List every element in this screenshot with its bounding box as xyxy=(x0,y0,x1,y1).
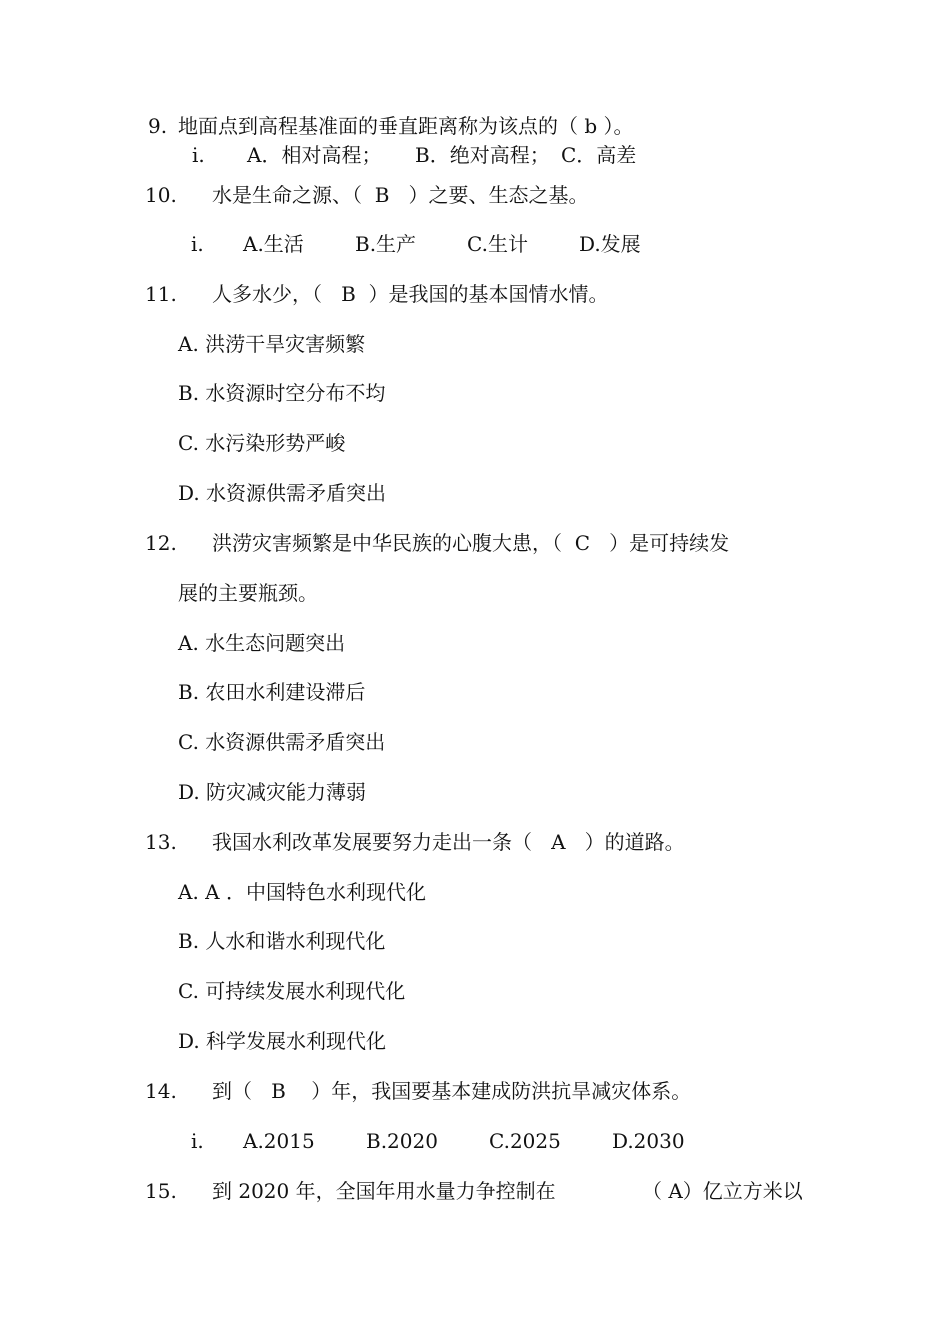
q10-number: 10. xyxy=(145,183,177,207)
q9-stem: 地面点到高程基准面的垂直距离称为该点的（ b ）。 xyxy=(178,114,634,138)
q10-option-d: D.发展 xyxy=(579,232,641,256)
q11-option-b: B. 水资源时空分布不均 xyxy=(178,381,386,405)
q10-option-a: A.生活 xyxy=(243,232,304,256)
q9-option-a: A．相对高程； xyxy=(247,143,382,167)
q14-option-a: A.2015 xyxy=(243,1129,315,1153)
q14-roman-marker: i. xyxy=(191,1129,204,1153)
q11-option-a: A. 洪涝干旱灾害频繁 xyxy=(178,332,366,356)
q12-stem: 洪涝灾害频繁是中华民族的心腹大患，（ C ）是可持续发 xyxy=(212,531,730,555)
q13-option-d: D. 科学发展水利现代化 xyxy=(178,1029,387,1053)
q12-number: 12. xyxy=(145,531,177,555)
q12-option-d: D. 防灾减灾能力薄弱 xyxy=(178,780,367,804)
q10-stem: 水是生命之源、（ B ）之要、生态之基。 xyxy=(212,183,589,207)
q9-option-b: B．绝对高程； xyxy=(415,143,550,167)
q13-option-c: C. 可持续发展水利现代化 xyxy=(178,979,406,1003)
q11-number: 11. xyxy=(145,282,177,306)
q9-number: 9. xyxy=(148,114,168,138)
q11-option-d: D. 水资源供需矛盾突出 xyxy=(178,481,387,505)
q15-stem-tail: （ A）亿立方米以 xyxy=(642,1179,803,1203)
q13-option-b: B. 人水和谐水利现代化 xyxy=(178,929,386,953)
q13-stem: 我国水利改革发展要努力走出一条（ A ）的道路。 xyxy=(212,830,685,854)
q14-option-b: B.2020 xyxy=(366,1129,438,1153)
q11-option-c: C. 水污染形势严峻 xyxy=(178,431,346,455)
q12-option-a: A. 水生态问题突出 xyxy=(178,631,346,655)
q12-option-b: B. 农田水利建设滞后 xyxy=(178,680,366,704)
q14-option-d: D.2030 xyxy=(612,1129,685,1153)
q13-option-a: A. A ．中国特色水利现代化 xyxy=(178,880,426,904)
q12-stem-continued: 展的主要瓶颈。 xyxy=(178,581,318,605)
q11-stem: 人多水少，（ B ）是我国的基本国情水情。 xyxy=(212,282,609,306)
q9-option-c: C．高差 xyxy=(561,143,637,167)
q15-stem: 到 2020 年，全国年用水量力争控制在 xyxy=(212,1179,556,1203)
q10-option-c: C.生计 xyxy=(467,232,528,256)
q14-option-c: C.2025 xyxy=(489,1129,561,1153)
q9-roman-marker: i. xyxy=(192,143,205,167)
q13-number: 13. xyxy=(145,830,177,854)
q15-number: 15. xyxy=(145,1179,177,1203)
q14-stem: 到（ B ）年，我国要基本建成防洪抗旱减灾体系。 xyxy=(212,1079,692,1103)
q10-roman-marker: i. xyxy=(191,232,204,256)
q14-number: 14. xyxy=(145,1079,177,1103)
q10-option-b: B.生产 xyxy=(355,232,417,256)
q12-option-c: C. 水资源供需矛盾突出 xyxy=(178,730,386,754)
